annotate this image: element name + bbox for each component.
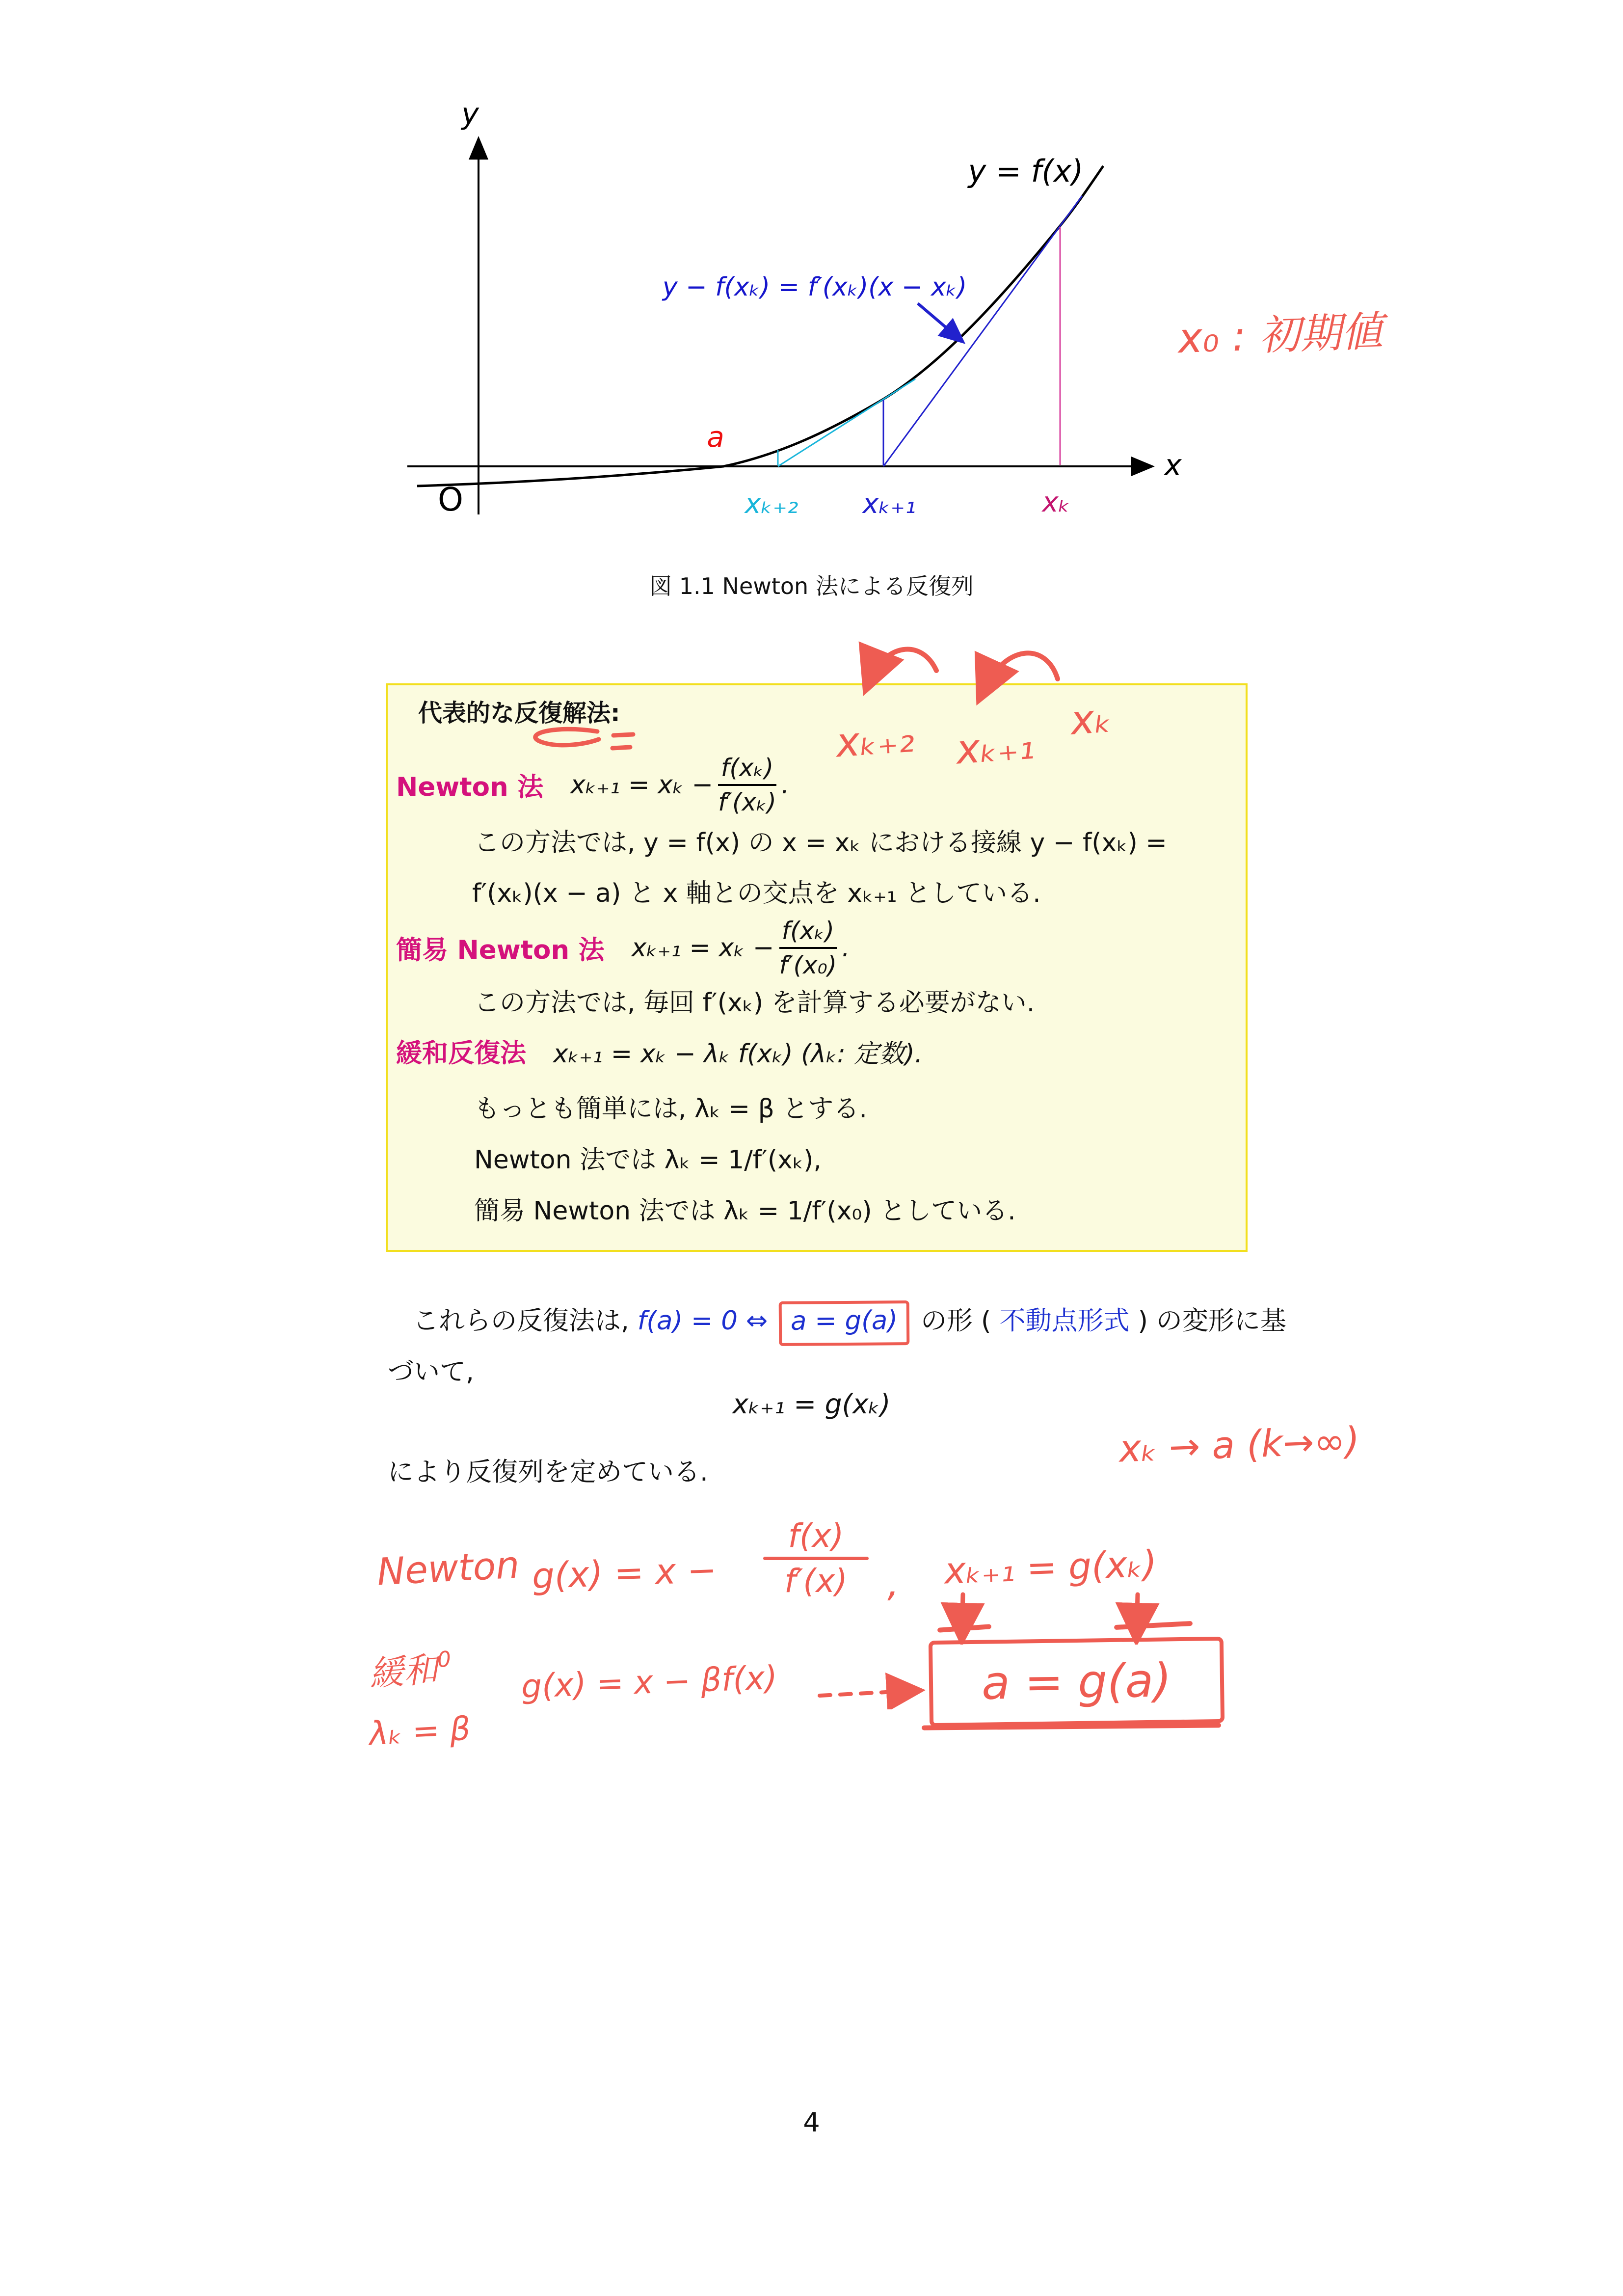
newton-formula-numerator: f(xₖ) [720,754,774,782]
newton-formula-pre: xₖ₊₁ = xₖ − [570,770,714,800]
handwritten-convergence-note: xₖ → a (k→∞) [1118,1418,1360,1471]
handwritten-fixed-point-box [929,1637,1224,1727]
newton-note-2: f′(xₖ)(x − a) と x 軸との交点を xₖ₊₁ としている. [472,879,1041,908]
handwritten-kanwa-label [368,1641,453,1696]
handwritten-initial-value-note: x₀ : 初期値 [1177,307,1384,363]
xk-label: xₖ [1042,486,1070,518]
newton-formula-denominator: f′(xₖ) [718,788,776,816]
paragraph-text: の形 ( [921,1306,991,1336]
boxed-a-equals-ga: a = g(a) [790,1305,898,1336]
red-hand-box [779,1300,910,1346]
paragraph-text: ) の変形に基 [1138,1306,1286,1336]
x-axis-label: x [1164,448,1182,483]
newton-formula-fraction [718,754,776,816]
handwritten-comma: , [887,1561,900,1605]
y-axis-label: y [461,97,479,131]
fixed-point-form-term: 不動点形式 [999,1306,1130,1336]
page-number: 4 [803,2107,820,2138]
handwritten-xk: xₖ [1069,695,1114,744]
tangent-line-k1 [778,379,915,466]
origin-label: O [438,481,463,518]
newton-iteration-figure [388,93,1202,565]
paragraph-line-1 [413,1300,1286,1346]
simplified-formula-period: . [842,933,850,963]
method-name-simplified-newton: 簡易 Newton 法 [396,935,605,965]
newton-formula [570,754,789,816]
simplified-formula-denominator: f′(x₀) [779,951,837,979]
simplified-newton-note: この方法では, 毎回 f′(xₖ) を計算する必要がない. [474,988,1035,1018]
tangent-pointer-arrow [918,303,961,340]
relaxation-note-1: もっとも簡単には, λₖ = β とする. [474,1094,867,1124]
fixed-point-equation: a = g(a) [981,1653,1172,1710]
root-label: a [707,420,724,454]
newton-formula-period: . [781,770,790,800]
simplified-formula-pre: xₖ₊₁ = xₖ − [631,933,774,963]
kanwa-mark: 0 [436,1647,452,1673]
handwritten-sequence-annotation [810,622,1202,784]
tangent-equation-label: y − f(xₖ) = f′(xₖ)(x − xₖ) [662,272,967,302]
function-curve [417,166,1103,486]
simplified-formula-numerator: f(xₖ) [781,917,835,945]
xk2-label: xₖ₊₂ [745,488,798,520]
down-arrows-to-fixed-point [932,1591,1178,1645]
handwritten-g-beta-formula: g(x) = x − βf(x) [520,1658,778,1706]
method-name-newton: Newton 法 [396,772,544,802]
relaxation-note-2: Newton 法では λₖ = 1/f′(xₖ), [474,1145,822,1175]
fraction-bar [718,784,776,786]
paragraph-line-3: により反復列を定めている. [388,1457,708,1487]
fraction-bar [779,947,837,949]
handwritten-newton-g-pre: g(x) = x − [531,1549,718,1597]
figure-caption: 図 1.1 Newton 法による反復列 [649,573,974,599]
method-name-relaxation: 緩和反復法 [396,1038,526,1068]
handwritten-xk1: xₖ₊₁ [955,721,1037,774]
handwritten-lambda-beta: λₖ = β [368,1709,472,1753]
xk1-label: xₖ₊₁ [862,488,916,520]
curved-arrow-xk1-to-xk2 [869,649,936,682]
fixed-point-equation-blue: f(a) = 0 ⇔ [637,1306,768,1336]
box-header: 代表的な反復解法: [418,699,620,727]
curved-arrow-xk-to-xk1 [983,653,1058,692]
tangent-line-k [883,196,1082,466]
method-row-newton [396,753,789,817]
method-row-simplified-newton [396,916,850,980]
method-row-relaxation [396,1029,923,1073]
handwritten-fraction-denominator: f′(x) [784,1562,848,1600]
relaxation-note-3: 簡易 Newton 法では λₖ = 1/f′(x₀) としている. [474,1196,1016,1226]
relaxation-formula: xₖ₊₁ = xₖ − λₖ f(xₖ) (λₖ: 定数). [553,1039,923,1069]
handwritten-newton-word: Newton [375,1542,521,1594]
kanwa-text: 緩和 [368,1649,440,1694]
dashed-arrow-to-box [816,1670,933,1709]
red-fraction-bar [763,1557,869,1560]
paragraph-line-2: づいて, [388,1357,474,1387]
handwritten-xk2: xₖ₊₂ [834,714,916,767]
simplified-newton-formula [632,917,850,979]
curve-label: y = f(x) [968,153,1084,189]
newton-note-1: この方法では, y = f(x) の x = xₖ における接線 y − f(xₖ) = [474,828,1167,858]
handwritten-fraction-numerator: f(x) [788,1517,844,1555]
paragraph-text: これらの反復法は, [413,1306,638,1336]
handwritten-iteration-formula: xₖ₊₁ = g(xₖ) [943,1542,1158,1593]
handwritten-newton-g-fraction [763,1517,869,1600]
simplified-formula-fraction [779,917,837,979]
centered-iteration-equation: xₖ₊₁ = g(xₖ) [732,1388,891,1420]
